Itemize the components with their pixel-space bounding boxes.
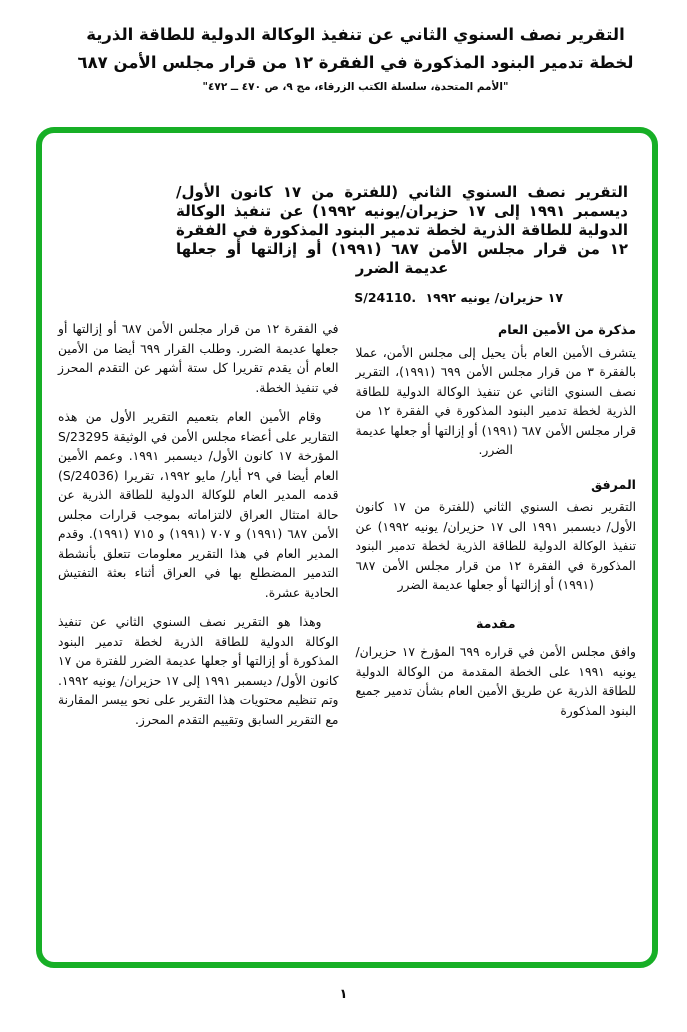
section-heading-annex: المرفق — [591, 476, 636, 492]
annex-title-paragraph: التقرير نصف السنوي الثاني (للفترة من ١٧ كانون الأول/ ديسمبر ١٩٩١ الى ١٧ حزيران/ يونيه ١٩٩٢) عن تنفيذ الوكالة الدولية للطاقة الذرية لخطة تدمير البنود المذكورة في الفقرة ١٢ من قرار مجلس الأمن ٦٨٧ (١٩٩١) أو إزالتها أو جعلها عديمة الضرر — [355, 500, 636, 592]
header-title-line2: لخطة تدمير البنود المذكورة في الفقرة ١٢ من قرار مجلس الأمن ٦٨٧ — [77, 53, 634, 72]
right-column — [356, 320, 637, 740]
document-body — [42, 133, 652, 962]
document-date: ١٧ حزيران/ يونيه ١٩٩٢ — [425, 290, 563, 305]
note-by-sg-paragraph: يتشرف الأمين العام بأن يحيل إلى مجلس الأمن، عملا بالفقرة ٣ من قرار مجلس الأمن ٦٩٩ (١٩٩١)، التقرير نصف السنوي الثاني عن تنفيذ الوكالة الدولية للطاقة الذرية لخطة تدمير البنود المذكورة في الفقرة ١٢ من قرار مجلس الأمن ٦٨٧ (١٩٩١) أو إزالتها أو جعلها عديمة الضرر. — [355, 345, 636, 457]
section-heading-note-by-sg: مذكرة من الأمين العام — [497, 322, 636, 337]
left-column — [58, 320, 339, 740]
header-source-citation: "الأمم المتحدة، سلسلة الكتب الزرقاء، مج ٩، ص ٤٧٠ ــ ٤٧٢" — [202, 81, 509, 93]
document-symbol: S/24110. — [354, 290, 417, 305]
document-title: التقرير نصف السنوي الثاني (للفترة من ١٧ كانون الأول/ ديسمبر ١٩٩١ إلى ١٧ حزيران/يونيه ١٩٩٢) عن تنفيذ الوكالة الدولية للطاقة الذرية لخطة تدمير البنود المذكورة في الفقرة ١٢ من قرار مجلس الأمن ٦٨٧ (١٩٩١) أو إزالتها أو جعلها عديمة الضرر — [176, 183, 628, 277]
page-header — [24, 24, 687, 94]
continuation-paragraph: في الفقرة ١٢ من قرار مجلس الأمن ٦٨٧ أو إزالتها أو جعلها عديمة الضرر. وطلب القرار ٦٩٩ أيضا من الأمين العام أن يقدم تقريرا كل ستة أشهر عن التقدم المحرز في تنفيذ الخطة. — [58, 322, 339, 395]
circulation-paragraph: وقام الأمين العام بتعميم التقرير الأول من هذه التقارير على أعضاء مجلس الأمن في الوثيقة S/23295 المؤرخة ١٧ كانون الأول/ ديسمبر ١٩٩١. وعمم الأمين العام أيضا في ٢٩ أيار/ مايو ١٩٩٢، تقريرا (S/24036) قدمه المدير العام للوكالة الدولية للطاقة الذرية عن حالة امتثال العراق لالتزاماته بموجب قرارات مجلس الأمن ٦٨٧ (١٩٩١) و ٧٠٧ (١٩٩١) و ٧١٥ (١٩٩١). وقدم المدير العام في هذا التقرير معلومات تتعلق بأنشطة التدمير المضطلع بها في العراق أثناء بعثة التفتيش الحادية عشرة. — [58, 410, 339, 600]
header-title-line1: التقرير نصف السنوي الثاني عن تنفيذ الوكالة الدولية للطاقة الذرية — [86, 25, 625, 44]
document-reference-line — [58, 290, 636, 305]
second-report-paragraph: وهذا هو التقرير نصف السنوي الثاني عن تنفيذ الوكالة الدولية للطاقة الذرية لخطة تدمير البنود المذكورة أو إزالتها أو جعلها عديمة الضرر للفترة من ١٧ كانون الأول/ ديسمبر ١٩٩١ إلى ١٧ حزيران/ يونيه ١٩٩٢. وتم تنظيم محتويات هذا التقرير على نحو ييسر المقارنة مع التقرير السابق وتقييم التقدم المحرز. — [58, 615, 339, 727]
page-number: ١ — [339, 987, 348, 1002]
section-heading-introduction: مقدمة — [475, 615, 516, 631]
two-column-layout — [58, 320, 636, 740]
document-frame — [36, 127, 658, 968]
introduction-paragraph: وافق مجلس الأمن في قراره ٦٩٩ المؤرخ ١٧ حزيران/ يونيه ١٩٩١ على الخطة المقدمة من الوكالة الدولية للطاقة الذرية عن طريق الأمين العام بشأن تدمير جميع البنود المذكورة — [355, 645, 636, 718]
